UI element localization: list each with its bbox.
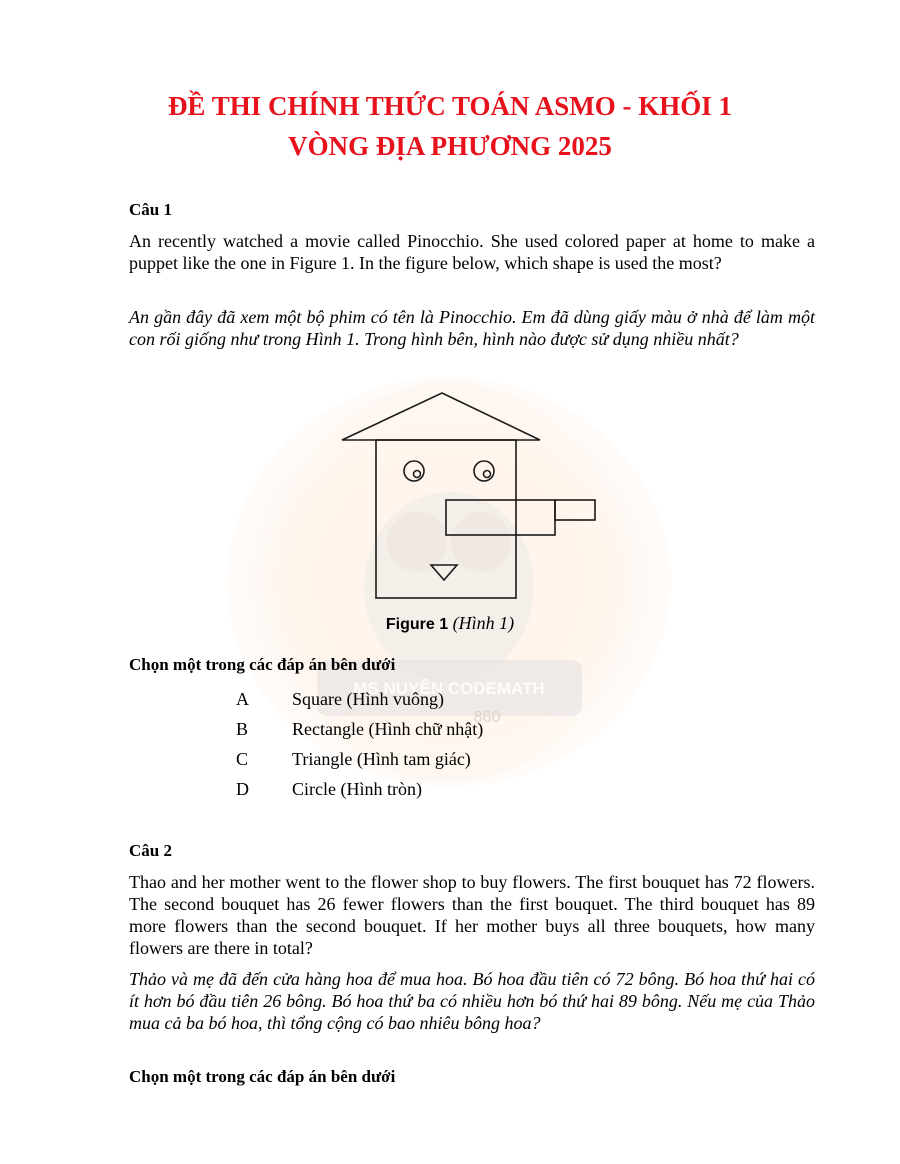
option-a-text: Square (Hình vuông) <box>292 689 444 709</box>
pinocchio-figure <box>330 385 620 640</box>
question-1-choose-label: Chọn một trong các đáp án bên dưới <box>129 655 396 674</box>
figure-label-vi: (Hình 1) <box>452 613 515 633</box>
nose-rectangle <box>446 500 555 535</box>
figure-caption <box>0 613 900 634</box>
watermark-number: 860 <box>473 709 501 726</box>
title-line-2: VÒNG ĐỊA PHƯƠNG 2025 <box>288 131 612 161</box>
mouth-triangle <box>431 565 457 580</box>
nose-tip-rectangle <box>555 500 595 520</box>
option-d-letter: D <box>236 779 249 799</box>
option-a-letter: A <box>236 689 249 709</box>
watermark-text: MS NUYÊN CODEMATH <box>353 679 545 698</box>
question-1-text-en: An recently watched a movie called Pinocchio. She used colored paper at home to make a puppet like the one in Figure 1. In the figure below, which shape is used the most? <box>129 231 815 273</box>
option-b-text: Rectangle (Hình chữ nhật) <box>292 719 484 739</box>
option-b-letter: B <box>236 719 249 739</box>
question-2-choose-label: Chọn một trong các đáp án bên dưới <box>129 1067 396 1086</box>
option-c-text: Triangle (Hình tam giác) <box>292 749 471 769</box>
question-2-text-en: Thao and her mother went to the flower shop to buy flowers. The first bouquet has 72 flowers. The second bouquet has 26 fewer flowers than the first bouquet. The third bouquet has 89 more flowers than the second bouquet. If her mother buys all three bouquets, how many flowers are there in total? <box>129 872 815 958</box>
question-2-text-vi: Thảo và mẹ đã đến cửa hàng hoa để mua hoa. Bó hoa đầu tiên có 72 bông. Bó hoa thứ hai có ít hơn bó đầu tiên 26 bông. Bó hoa thứ ba có nhiều hơn bó thứ hai 89 bông. Nếu mẹ của Thảo mua cả ba bó hoa, thì tổng cộng có bao nhiêu bông hoa? <box>129 969 815 1033</box>
figure-label: Figure 1 <box>385 616 449 633</box>
question-2-label: Câu 2 <box>129 841 172 860</box>
question-1-text-vi: An gần đây đã xem một bộ phim có tên là Pinocchio. Em đã dùng giấy màu ở nhà để làm một con rối giống như trong Hình 1. Trong hình bên, hình nào được sử dụng nhiều nhất? <box>129 307 815 349</box>
page-title <box>0 86 900 166</box>
question-1-label: Câu 1 <box>129 200 172 219</box>
option-c-letter: C <box>236 749 249 769</box>
title-line-1: ĐỀ THI CHÍNH THỨC TOÁN ASMO - KHỐI 1 <box>167 91 733 121</box>
roof-triangle <box>342 393 540 440</box>
option-d-text: Circle (Hình tròn) <box>292 779 422 799</box>
